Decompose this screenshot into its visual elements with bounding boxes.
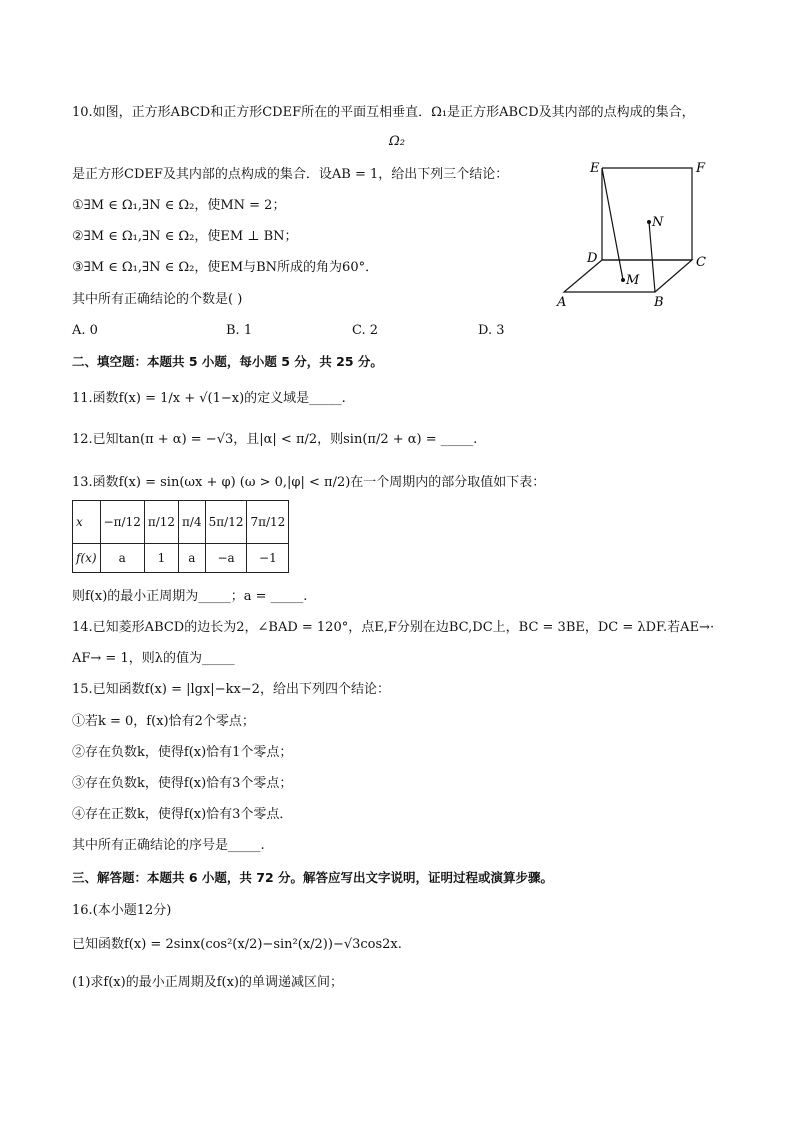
point-m [621, 278, 625, 282]
q14-line2: AF→ = 1，则λ的值为_____ [72, 651, 235, 666]
table-cell: a [179, 544, 206, 573]
q15-item-3: ③存在负数k，使得f(x)恰有3个零点； [72, 776, 293, 791]
section-2-heading: 二、填空题：本题共 5 小题，每小题 5 分，共 25 分。 [72, 354, 383, 369]
table-row-fx [73, 544, 289, 573]
table-cell: x [73, 501, 101, 544]
q15-item-1: ①若k = 0，f(x)恰有2个零点； [72, 714, 255, 729]
table-cell: −1 [247, 544, 289, 573]
q10-conclusion-3: ③∃M ∈ Ω₁,∃N ∈ Ω₂，使EM与BN所成的角为60°． [72, 260, 379, 275]
q10-option-c: C. 2 [352, 323, 379, 338]
q15-question: 其中所有正确结论的序号是_____. [72, 838, 265, 853]
q10-question: 其中所有正确结论的个数是( ) [72, 292, 243, 307]
q10-omega2: Ω₂ [389, 134, 405, 149]
table-cell: π/12 [144, 501, 178, 544]
q16-part-1: (1)求f(x)的最小正周期及f(x)的单调递减区间； [72, 975, 343, 990]
q16-function: 已知函数f(x) = 2sinx(cos²(x/2)−sin²(x/2))−√3cos2x. [72, 937, 402, 952]
label-b: B [654, 295, 664, 310]
q13-answer-line: 则f(x)的最小正周期为_____；a = _____. [72, 589, 308, 604]
table-cell: f(x) [73, 544, 101, 573]
table-row-x [73, 501, 289, 544]
table-cell: −π/12 [100, 501, 144, 544]
label-n: N [652, 215, 664, 230]
q10-conclusion-1: ①∃M ∈ Ω₁,∃N ∈ Ω₂，使MN = 2； [72, 198, 286, 213]
label-e: E [590, 161, 600, 176]
table-cell: 7π/12 [247, 501, 289, 544]
cube-squares-figure [552, 156, 722, 314]
label-a: A [557, 295, 567, 310]
label-m: M [626, 273, 640, 288]
q10-conclusion-2: ②∃M ∈ Ω₁,∃N ∈ Ω₂，使EM ⊥ BN； [72, 229, 298, 244]
table-cell: 1 [144, 544, 178, 573]
table-cell: a [100, 544, 144, 573]
q13-value-table [72, 500, 289, 573]
q15-item-4: ④存在正数k，使得f(x)恰有3个零点． [72, 807, 293, 822]
q11: 11.函数f(x) = 1/x + √(1−x)的定义域是_____. [72, 391, 346, 406]
q15-item-2: ②存在负数k，使得f(x)恰有1个零点； [72, 745, 293, 760]
table-cell: π/4 [179, 501, 206, 544]
q10-option-d: D. 3 [478, 323, 505, 338]
q10-stem-line1: 10.如图，正方形ABCD和正方形CDEF所在的平面互相垂直．Ω₁是正方形ABCD及其内部的点构成的集合， [72, 105, 695, 120]
section-3-heading: 三、解答题：本题共 6 小题，共 72 分。解答应写出文字说明，证明过程或演算步骤。 [72, 870, 554, 885]
label-f: F [696, 161, 706, 176]
label-c: C [696, 255, 706, 270]
q14-line1: 14.已知菱形ABCD的边长为2，∠BAD = 120°，点E,F分别在边BC,DC上，BC = 3BE，DC = λDF.若AE→· [72, 620, 715, 635]
q13-stem: 13.函数f(x) = sin(ωx + φ) (ω > 0,|φ| < π/2)在一个周期内的部分取值如下表： [72, 475, 546, 490]
q16-heading: 16.(本小题12分) [72, 903, 172, 918]
q15-stem: 15.已知函数f(x) = |lgx|−kx−2，给出下列四个结论： [72, 682, 390, 697]
table-cell: 5π/12 [205, 501, 247, 544]
q10-option-b: B. 1 [226, 323, 253, 338]
q12: 12.已知tan(π + α) = −√3，且|α| < π/2，则sin(π/2 + α) = _____. [72, 432, 478, 447]
q10-stem-line2: 是正方形CDEF及其内部的点构成的集合．设AB = 1，给出下列三个结论： [72, 167, 509, 182]
label-d: D [587, 251, 598, 266]
table-cell: −a [205, 544, 247, 573]
point-n [647, 220, 651, 224]
q10-option-a: A. 0 [72, 323, 98, 338]
